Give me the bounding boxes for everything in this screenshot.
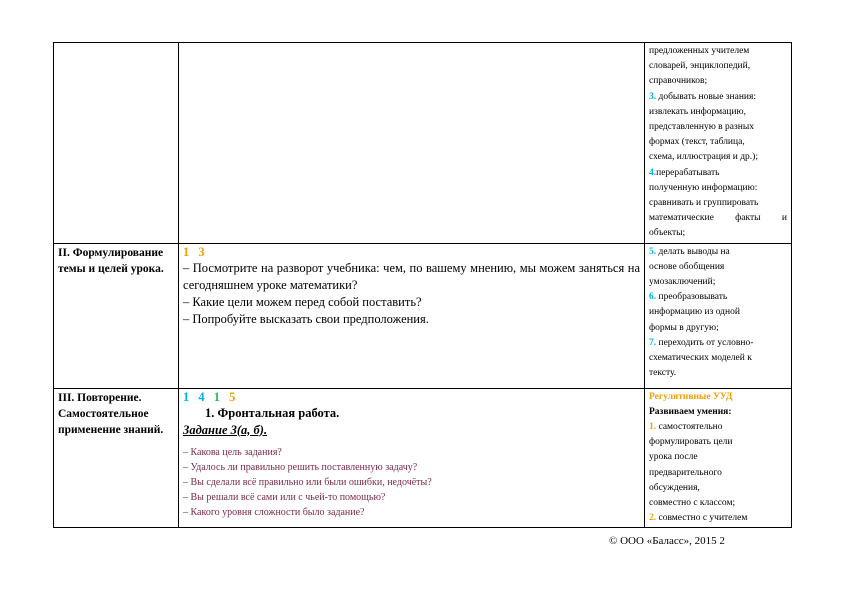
skill-text: формы в другую; <box>649 322 719 333</box>
uud-subtitle: Развиваем умения: <box>649 406 732 417</box>
skill-text: объекты; <box>649 228 686 239</box>
skill-line <box>649 511 787 526</box>
competency-number: 1 <box>183 389 190 404</box>
skill-line <box>649 105 787 120</box>
skill-number: 1. <box>649 422 657 433</box>
skill-text: математические факты и <box>649 213 787 224</box>
stage-cell <box>54 43 179 244</box>
skill-line <box>649 211 787 226</box>
teacher-questions <box>183 260 640 328</box>
skill-number: 4. <box>649 167 657 178</box>
stage-cell <box>54 243 179 388</box>
skill-text: словарей, энциклопедий, <box>649 61 751 72</box>
skill-line <box>649 181 787 196</box>
competency-numbers <box>183 245 640 260</box>
skill-text: перерабатывать <box>656 167 720 178</box>
skill-text: информацию из одной <box>649 307 740 318</box>
skill-text: полученную информацию: <box>649 182 758 193</box>
skill-text: справочников; <box>649 76 708 87</box>
skill-line <box>649 226 787 241</box>
skill-number: 5. <box>649 246 657 257</box>
reflection-question: – Удалось ли правильно решить поставленную задачу? <box>183 461 418 473</box>
stage-cell <box>54 388 179 528</box>
skill-line <box>649 420 787 435</box>
competency-number: 4 <box>198 389 205 404</box>
skill-text: извлекать информацию, <box>649 106 746 117</box>
skill-line <box>649 435 787 450</box>
skill-text: умозаключений; <box>649 277 716 288</box>
skill-line <box>649 351 787 366</box>
skill-line <box>649 166 787 181</box>
skill-line <box>649 74 787 89</box>
activity-heading: 1. Фронтальная работа. <box>205 405 340 420</box>
table-row <box>54 388 792 528</box>
stage-title: II. Формулирование темы и целей урока. <box>58 246 164 275</box>
skill-line <box>649 305 787 320</box>
skill-line <box>649 90 787 105</box>
skill-text: схема, иллюстрация и др.); <box>649 152 758 163</box>
skills-cell <box>645 388 792 528</box>
skill-text: обсуждения, <box>649 482 700 493</box>
skill-line <box>649 336 787 351</box>
skills-list <box>649 44 787 242</box>
skill-line <box>649 196 787 211</box>
skill-number: 2. <box>649 513 657 524</box>
skill-line <box>649 466 787 481</box>
skills-list <box>649 420 787 526</box>
uud-title: Регулятивные УУД <box>649 391 733 402</box>
skills-cell <box>645 243 792 388</box>
skill-text: совместно с классом; <box>649 498 736 509</box>
skill-line <box>649 481 787 496</box>
reflection-question: – Вы решали всё сами или с чьей-то помощью? <box>183 491 386 503</box>
skill-text: переходить от условно- <box>656 337 754 348</box>
skill-number: 7. <box>649 337 657 348</box>
competency-number: 5 <box>229 389 236 404</box>
skill-text: формах (текст, таблица, <box>649 137 745 148</box>
skill-text: преобразовывать <box>656 292 728 303</box>
teacher-question: – Посмотрите на разворот учебника: чем, по вашему мнению, мы можем заняться на сегодняшнем уроке математики? <box>183 260 640 292</box>
content-cell <box>179 388 645 528</box>
skill-line <box>649 44 787 59</box>
skill-line <box>649 450 787 465</box>
skill-line <box>649 496 787 511</box>
skill-line <box>649 245 787 260</box>
skill-line <box>649 120 787 135</box>
teacher-question: – Какие цели можем перед собой поставить? <box>183 294 422 309</box>
skill-number: 6. <box>649 292 657 303</box>
content-cell <box>179 43 645 244</box>
competency-numbers <box>183 390 640 405</box>
skill-text: совместно с учителем <box>656 513 748 524</box>
reflection-question: – Вы сделали всё правильно или были ошибки, недочёты? <box>183 476 432 488</box>
table-row <box>54 243 792 388</box>
skill-number: 3. <box>649 91 657 102</box>
reflection-question: – Какова цель задания? <box>183 446 282 458</box>
skill-text: предложенных учителем <box>649 46 750 56</box>
skill-text: тексту. <box>649 368 677 379</box>
skill-text: урока после <box>649 452 698 463</box>
reflection-questions <box>183 445 640 520</box>
skill-line <box>649 260 787 275</box>
skill-line <box>649 321 787 336</box>
competency-number: 3 <box>198 244 205 259</box>
task-reference: Задание 3(а, б). <box>183 422 268 437</box>
skill-line <box>649 150 787 165</box>
skill-line <box>649 135 787 150</box>
lesson-plan-table <box>53 42 792 528</box>
skill-text: делать выводы на <box>656 246 730 257</box>
content-cell <box>179 243 645 388</box>
skill-line <box>649 275 787 290</box>
skill-text: основе обобщения <box>649 261 725 272</box>
skill-text: предварительного <box>649 467 722 478</box>
table-row <box>54 43 792 244</box>
skill-text: представленную в разных <box>649 122 754 133</box>
competency-number: 1 <box>183 244 190 259</box>
skills-list <box>649 245 787 382</box>
skill-text: схематических моделей к <box>649 353 752 364</box>
skill-line <box>649 366 787 381</box>
skill-text: сравнивать и группировать <box>649 198 759 209</box>
skill-text: добывать новые знания: <box>656 91 757 102</box>
skills-cell <box>645 43 792 244</box>
reflection-question: – Какого уровня сложности было задание? <box>183 506 365 518</box>
skill-line <box>649 290 787 305</box>
stage-title: III. Повторение. Самостоятельное применение знаний. <box>58 391 164 436</box>
competency-number: 1 <box>213 389 220 404</box>
skill-text: формулировать цели <box>649 437 733 448</box>
skill-line <box>649 59 787 74</box>
teacher-question: – Попробуйте высказать свои предположения. <box>183 311 429 326</box>
skill-text: самостоятельно <box>656 422 723 433</box>
copyright-footer: © ООО «Баласс», 2015 2 <box>609 535 725 547</box>
